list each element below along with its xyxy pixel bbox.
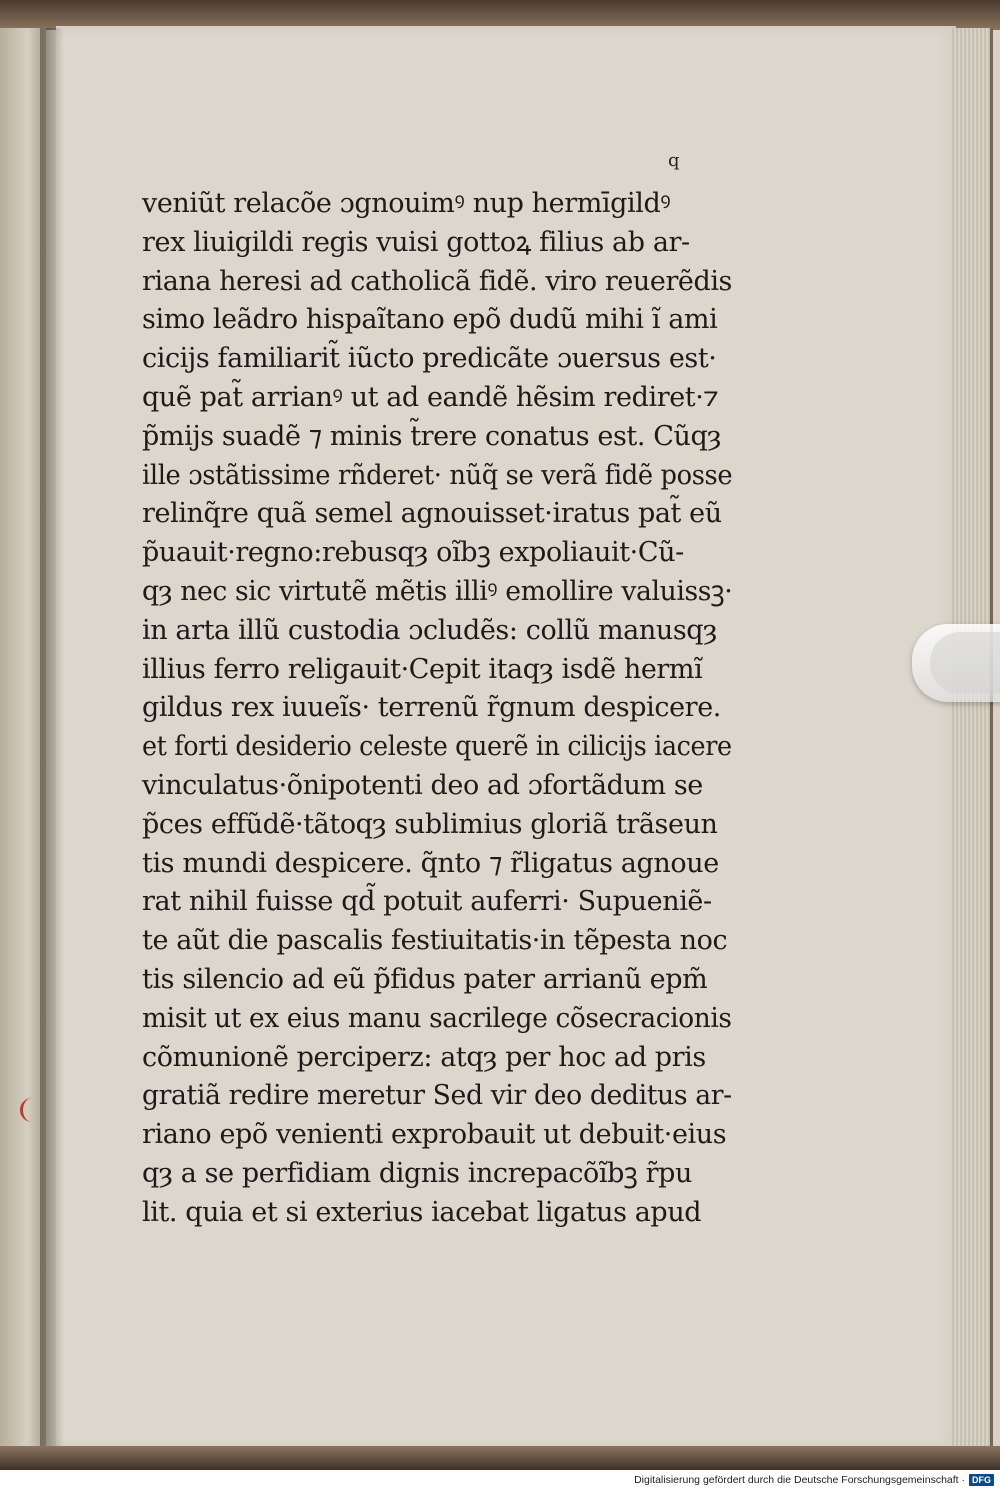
text-line: riana heresi ad catholicã fidẽ. viro reuerẽdis [142,265,732,297]
text-line: cõmunionẽ perciperz: atqȝ per hoc ad pris [142,1041,706,1073]
text-line: ille ɔstãtissime rñderet· nũq̃ se verã fidẽ posse [142,459,733,491]
text-line: riano epõ venienti exprobauit ut debuit·eius [142,1119,727,1151]
text-line: illius ferro religauit·Cepit itaqȝ isdẽ hermĩ [142,653,703,685]
text-line: tis silencio ad eũ p̃fidus pater arrianũ epm̃ [142,963,708,995]
text-line: vinculatus·õnipotenti deo ad ɔfortãdum se [142,769,703,801]
credit-footer [0,1470,1000,1489]
catchword: q [668,150,680,171]
text-line: relinq̃re quã semel agnouisset·iratus pat̃ eũ [142,498,722,530]
dfg-logo: DFG [969,1474,994,1486]
text-line: qȝ a se perfidiam dignis increpacõĩbꝫ r̃pu [142,1157,692,1189]
text-line: rex liuigildi regis vuisi gottoꝝ filius ab ar‑ [142,226,690,258]
text-line: tis mundi despicere. q̃nto ⁊ r̃ligatus agnoue [142,847,719,879]
text-line: cicijs familiarit̃ iũcto predicãte ɔuersus est· [142,343,717,375]
cover-board-bottom [0,1446,1000,1470]
credit-text: Digitalisierung gefördert durch die Deutsche Forschungsgemeinschaft · [634,1473,965,1486]
text-line: veniũt relacõe ɔgnouimꝰ nup hermīgildꝰ [142,188,671,219]
text-line: rat nihil fuisse qd̃ potuit auferri· Supueniẽ‑ [142,886,712,918]
page-clip-inner [930,632,1000,694]
text-line: quẽ pat̃ arrianꝰ ut ad eandẽ hẽsim rediret·⁊ [142,381,719,413]
text-line: lit. quia et si exterius iacebat ligatus apud [142,1196,702,1228]
text-line: et forti desiderio celeste querẽ in cilicijs iacere [142,731,732,763]
rubrication-mark [20,1098,37,1122]
text-line: gratiã redire meretur Sed vir deo deditus ar‑ [142,1080,732,1112]
text-line: p̃ces effũdẽ·tãtoqȝ sublimius gloriã trãseun [142,808,718,840]
text-line: p̃mijs suadẽ ⁊ minis t̃rere conatus est. Cũqȝ [142,420,722,452]
text-line: te aũt die pascalis festiuitatis·in tẽpesta noc [142,925,728,957]
page-text-block [142,185,733,1233]
text-line: misit ut ex eius manu sacrilege cõsecracionis [142,1002,732,1034]
page-stack-edges [950,28,993,1448]
spine-shadow [40,28,64,1448]
text-line: qȝ nec sic virtutẽ mẽtis illiꝰ emollire valuissꝫ· [142,575,733,607]
text-line: gildus rex iuueĩs· terrenũ r̃gnum despicere. [142,692,721,724]
text-line: simo leãdro hispaĩtano epõ dudũ mihi ĩ ami [142,304,718,336]
text-line: p̃uauit·regno:rebusqȝ oĩbꝫ expoliauit·Cũ‑ [142,537,684,569]
text-line: in arta illũ custodia ɔcludẽs: collũ manusqȝ [142,614,717,646]
